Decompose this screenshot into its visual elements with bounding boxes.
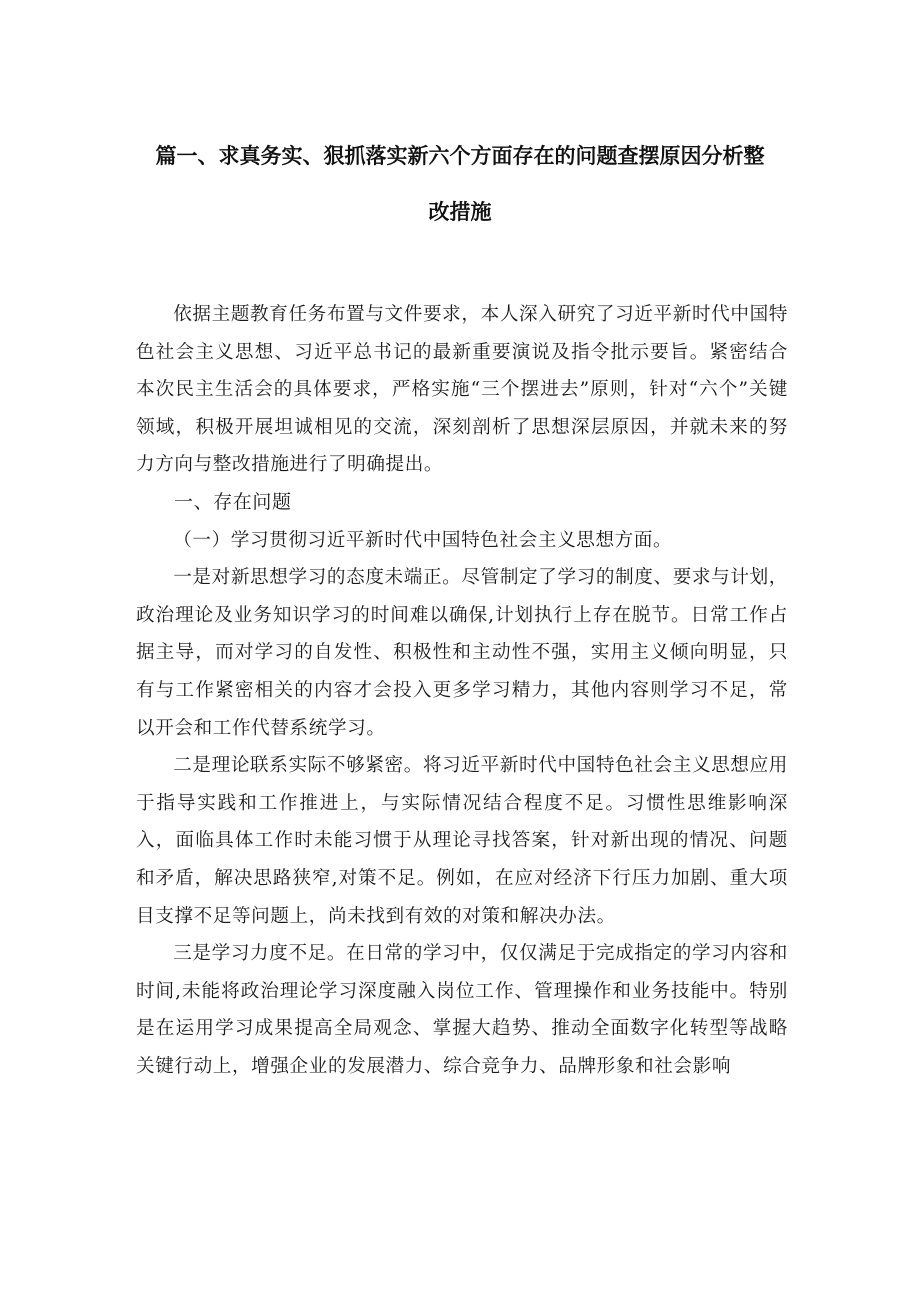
document-title-line-2: 改措施 — [428, 200, 492, 224]
subsection-heading-study: （一）学习贯彻习近平新时代中国特色社会主义思想方面。 — [173, 529, 673, 551]
intro-paragraph: 依据主题教育任务布置与文件要求，本人深入研究了习近平新时代中国特色社会主义思想、习近平总书记的最新重要演说及指令批示要旨。紧密结合本次民主生活会的具体要求，严格实施“三个摆进去”原则，针对“六个”关键领域，积极开展坦诚相见的交流，深刻剖析了思想深层原因，并就未来的努力方向与整改措施进行了明确提出。 — [136, 304, 788, 476]
paragraph-point-two: 二是理论联系实际不够紧密。将习近平新时代中国特色社会主义思想应用于指导实践和工作推进上，与实际情况结合程度不足。习惯性思维影响深入，面临具体工作时未能习惯于从理论寻找答案，针对新出现的情况、问题和矛盾，解决思路狭窄,对策不足。例如，在应对经济下行压力加剧、重大项目支撑不足等问题上，尚未找到有效的对策和解决办法。 — [136, 755, 788, 927]
document-title-line-1: 篇一、求真务实、狠抓落实新六个方面存在的问题查摆原因分析整 — [155, 144, 765, 168]
paragraph-point-three: 三是学习力度不足。在日常的学习中，仅仅满足于完成指定的学习内容和时间,未能将政治理论学习深度融入岗位工作、管理操作和业务技能中。特别是在运用学习成果提高全局观念、掌握大趋势、推动全面数字化转型等战略关键行动上，增强企业的发展潜力、综合竞争力、品牌形象和社会影响 — [136, 943, 788, 1077]
document-body — [136, 296, 788, 1085]
paragraph-point-one: 一是对新思想学习的态度未端正。尽管制定了学习的制度、要求与计划，政治理论及业务知识学习的时间难以确保,计划执行上存在脱节。日常工作占据主导，而对学习的自发性、积极性和主动性不强，实用主义倾向明显，只有与工作紧密相关的内容才会投入更多学习精力，其他内容则学习不足，常以开会和工作代替系统学习。 — [136, 567, 788, 739]
section-heading-problems: 一、存在问题 — [174, 490, 292, 513]
